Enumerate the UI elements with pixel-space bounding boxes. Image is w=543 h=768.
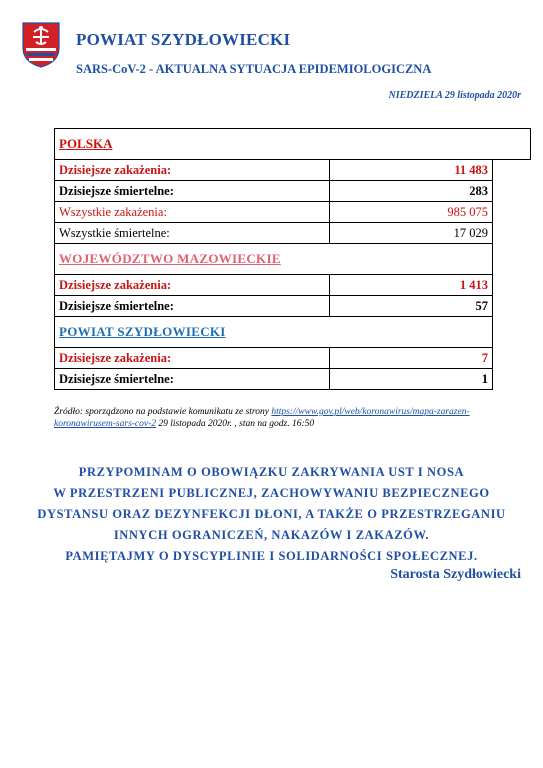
- row-value: 57: [330, 296, 493, 317]
- appeal-line: INNYCH OGRANICZEŃ, NAKAZÓW I ZAKAZÓW.: [113, 528, 430, 542]
- row-value: 985 075: [330, 202, 493, 223]
- table-row: [55, 348, 531, 369]
- row-value: 1 413: [330, 275, 493, 296]
- source-note: [54, 406, 504, 430]
- row-value: 7: [330, 348, 493, 369]
- table-row: [55, 369, 531, 390]
- section-heading-szydlowiecki: POWIAT SZYDŁOWIECKI: [59, 324, 226, 339]
- row-label: Dzisiejsze śmiertelne:: [55, 369, 330, 390]
- row-value: 11 483: [330, 160, 493, 181]
- row-value: 1: [330, 369, 493, 390]
- public-appeal: [20, 462, 523, 567]
- section-header-szydlowiecki: [55, 317, 531, 348]
- epidemic-stats-table: [54, 128, 531, 390]
- section-header-mazowieckie: [55, 244, 531, 275]
- row-value: 283: [330, 181, 493, 202]
- row-label: Dzisiejsze zakażenia:: [55, 348, 330, 369]
- row-label: Dzisiejsze śmiertelne:: [55, 181, 330, 202]
- appeal-line: W PRZESTRZENI PUBLICZNEJ, ZACHOWYWANIU BEZPIECZNEGO: [53, 486, 490, 500]
- section-heading-mazowieckie: WOJEWÓDZTWO MAZOWIECKIE: [59, 251, 281, 266]
- source-link[interactable]: https://www.gov.pl/web/koronawirus/mapa-zarazen-koronawirusem-sars-cov-2: [54, 407, 470, 429]
- row-label: Dzisiejsze zakażenia:: [55, 160, 330, 181]
- table-row: [55, 296, 531, 317]
- row-value: 17 029: [330, 223, 493, 244]
- table-row: [55, 223, 531, 244]
- report-subtitle: SARS-CoV-2 - AKTUALNA SYTUACJA EPIDEMIOLOGICZNA: [76, 62, 432, 76]
- appeal-line: PRZYPOMINAM O OBOWIĄZKU ZAKRYWANIA UST I NOSA: [78, 465, 465, 479]
- row-label: Dzisiejsze zakażenia:: [55, 275, 330, 296]
- table-row: [55, 275, 531, 296]
- row-label: Wszystkie zakażenia:: [55, 202, 330, 223]
- section-header-polska: [55, 129, 531, 160]
- table-row: [55, 181, 531, 202]
- county-title: POWIAT SZYDŁOWIECKI: [76, 30, 291, 49]
- source-suffix: 29 listopada 2020r. , stan na godz. 16:50: [156, 419, 315, 429]
- row-label: Dzisiejsze śmiertelne:: [55, 296, 330, 317]
- table-row: [55, 202, 531, 223]
- section-heading-polska: POLSKA: [59, 136, 113, 151]
- source-prefix: Źródło: sporządzono na podstawie komunikatu ze strony: [54, 407, 272, 417]
- table-row: [55, 160, 531, 181]
- appeal-line: DYSTANSU ORAZ DEZYNFEKCJI DŁONI, A TAKŻE O PRZESTRZEGANIU: [37, 507, 506, 521]
- report-date: NIEDZIELA 29 listopada 2020r: [388, 90, 521, 101]
- signature: Starosta Szydłowiecki: [390, 567, 521, 582]
- appeal-line: PAMIĘTAJMY O DYSCYPLINIE I SOLIDARNOŚCI SPOŁECZNEJ.: [65, 549, 478, 563]
- row-label: Wszystkie śmiertelne:: [55, 223, 330, 244]
- county-crest-logo: [22, 22, 60, 68]
